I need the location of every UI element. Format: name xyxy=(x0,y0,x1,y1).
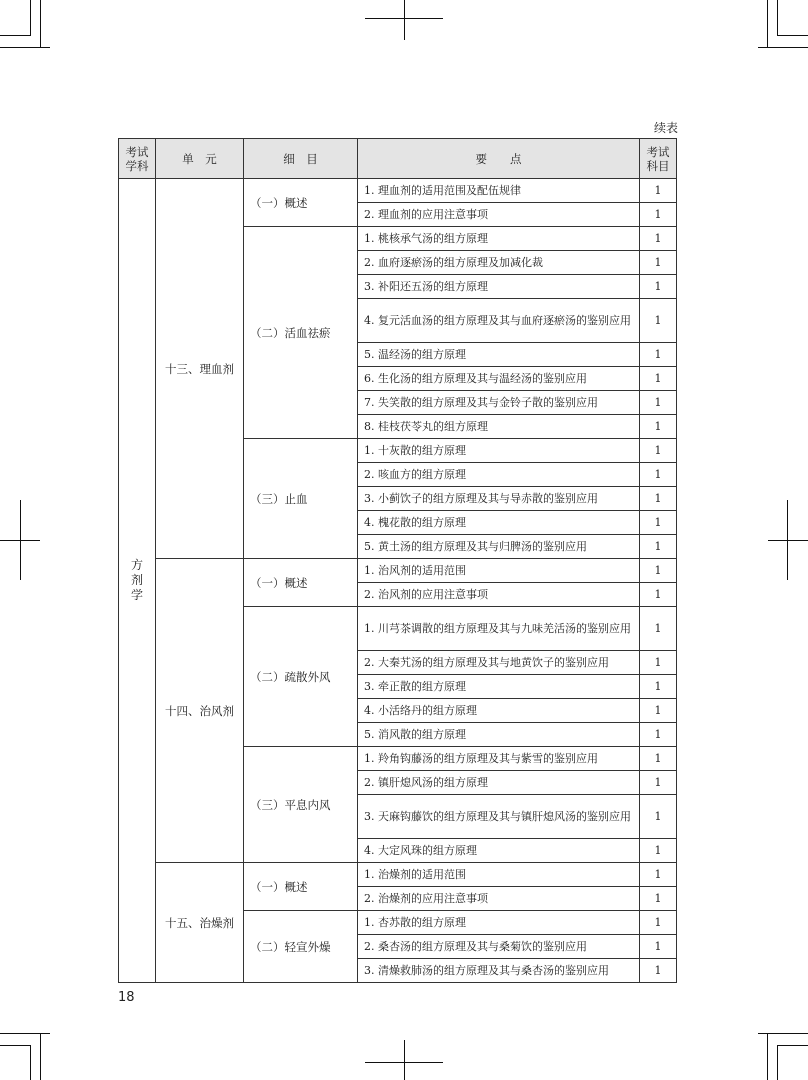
point-cell: 1. 川芎茶调散的组方原理及其与九味羌活汤的鉴别应用 xyxy=(358,607,640,651)
section-cell: （二）轻宣外燥 xyxy=(244,911,358,983)
unit-cell: 十三、理血剂 xyxy=(156,179,244,559)
level-cell: 1 xyxy=(640,795,677,839)
point-cell: 3. 天麻钩藤饮的组方原理及其与镇肝熄风汤的鉴别应用 xyxy=(358,795,640,839)
level-cell: 1 xyxy=(640,299,677,343)
section-cell: （一）概述 xyxy=(244,559,358,607)
level-cell: 1 xyxy=(640,559,677,583)
level-cell: 1 xyxy=(640,463,677,487)
table-body xyxy=(119,179,677,983)
level-cell: 1 xyxy=(640,935,677,959)
section-cell: （二）活血祛瘀 xyxy=(244,227,358,439)
point-cell: 4. 槐花散的组方原理 xyxy=(358,511,640,535)
table-row xyxy=(119,179,677,203)
point-cell: 2. 镇肝熄风汤的组方原理 xyxy=(358,771,640,795)
point-cell: 8. 桂枝茯苓丸的组方原理 xyxy=(358,415,640,439)
page-number: 18 xyxy=(118,990,135,1005)
point-cell: 4. 大定风珠的组方原理 xyxy=(358,839,640,863)
point-cell: 2. 咳血方的组方原理 xyxy=(358,463,640,487)
level-cell: 1 xyxy=(640,391,677,415)
point-cell: 1. 羚角钩藤汤的组方原理及其与紫雪的鉴别应用 xyxy=(358,747,640,771)
point-cell: 5. 黄土汤的组方原理及其与归脾汤的鉴别应用 xyxy=(358,535,640,559)
level-cell: 1 xyxy=(640,535,677,559)
level-cell: 1 xyxy=(640,607,677,651)
level-cell: 1 xyxy=(640,747,677,771)
level-cell: 1 xyxy=(640,651,677,675)
syllabus-table xyxy=(118,138,677,983)
point-cell: 1. 桃核承气汤的组方原理 xyxy=(358,227,640,251)
section-cell: （二）疏散外风 xyxy=(244,607,358,747)
header-subject: 考试 学科 xyxy=(119,139,156,179)
level-cell: 1 xyxy=(640,179,677,203)
level-cell: 1 xyxy=(640,251,677,275)
subject-cell xyxy=(119,179,156,983)
level-cell: 1 xyxy=(640,415,677,439)
level-cell: 1 xyxy=(640,911,677,935)
header-unit: 单 元 xyxy=(156,139,244,179)
point-cell: 2. 治燥剂的应用注意事项 xyxy=(358,887,640,911)
level-cell: 1 xyxy=(640,203,677,227)
section-cell: （一）概述 xyxy=(244,179,358,227)
unit-cell: 十五、治燥剂 xyxy=(156,863,244,983)
header-points: 要 点 xyxy=(358,139,640,179)
level-cell: 1 xyxy=(640,771,677,795)
point-cell: 4. 复元活血汤的组方原理及其与血府逐瘀汤的鉴别应用 xyxy=(358,299,640,343)
point-cell: 1. 治燥剂的适用范围 xyxy=(358,863,640,887)
header-level: 考试 科目 xyxy=(640,139,677,179)
section-cell: （一）概述 xyxy=(244,863,358,911)
point-cell: 1. 治风剂的适用范围 xyxy=(358,559,640,583)
level-cell: 1 xyxy=(640,343,677,367)
point-cell: 7. 失笑散的组方原理及其与金铃子散的鉴别应用 xyxy=(358,391,640,415)
point-cell: 2. 治风剂的应用注意事项 xyxy=(358,583,640,607)
level-cell: 1 xyxy=(640,487,677,511)
table-row xyxy=(119,863,677,887)
point-cell: 2. 大秦艽汤的组方原理及其与地黄饮子的鉴别应用 xyxy=(358,651,640,675)
level-cell: 1 xyxy=(640,699,677,723)
level-cell: 1 xyxy=(640,275,677,299)
point-cell: 3. 牵正散的组方原理 xyxy=(358,675,640,699)
point-cell: 1. 理血剂的适用范围及配伍规律 xyxy=(358,179,640,203)
point-cell: 3. 小蓟饮子的组方原理及其与导赤散的鉴别应用 xyxy=(358,487,640,511)
point-cell: 5. 温经汤的组方原理 xyxy=(358,343,640,367)
point-cell: 5. 消风散的组方原理 xyxy=(358,723,640,747)
level-cell: 1 xyxy=(640,675,677,699)
level-cell: 1 xyxy=(640,439,677,463)
header-section: 细 目 xyxy=(244,139,358,179)
unit-cell: 十四、治风剂 xyxy=(156,559,244,863)
level-cell: 1 xyxy=(640,511,677,535)
level-cell: 1 xyxy=(640,839,677,863)
level-cell: 1 xyxy=(640,227,677,251)
table-row xyxy=(119,559,677,583)
point-cell: 6. 生化汤的组方原理及其与温经汤的鉴别应用 xyxy=(358,367,640,391)
point-cell: 2. 血府逐瘀汤的组方原理及加减化裁 xyxy=(358,251,640,275)
point-cell: 2. 理血剂的应用注意事项 xyxy=(358,203,640,227)
point-cell: 3. 清燥救肺汤的组方原理及其与桑杏汤的鉴别应用 xyxy=(358,959,640,983)
level-cell: 1 xyxy=(640,959,677,983)
point-cell: 2. 桑杏汤的组方原理及其与桑菊饮的鉴别应用 xyxy=(358,935,640,959)
level-cell: 1 xyxy=(640,583,677,607)
section-cell: （三）止血 xyxy=(244,439,358,559)
level-cell: 1 xyxy=(640,863,677,887)
level-cell: 1 xyxy=(640,367,677,391)
point-cell: 1. 十灰散的组方原理 xyxy=(358,439,640,463)
point-cell: 3. 补阳还五汤的组方原理 xyxy=(358,275,640,299)
continued-label: 续表 xyxy=(653,121,678,135)
section-cell: （三）平息内风 xyxy=(244,747,358,863)
level-cell: 1 xyxy=(640,723,677,747)
point-cell: 4. 小活络丹的组方原理 xyxy=(358,699,640,723)
point-cell: 1. 杏苏散的组方原理 xyxy=(358,911,640,935)
level-cell: 1 xyxy=(640,887,677,911)
subject-label: 方剂学 xyxy=(131,558,144,602)
